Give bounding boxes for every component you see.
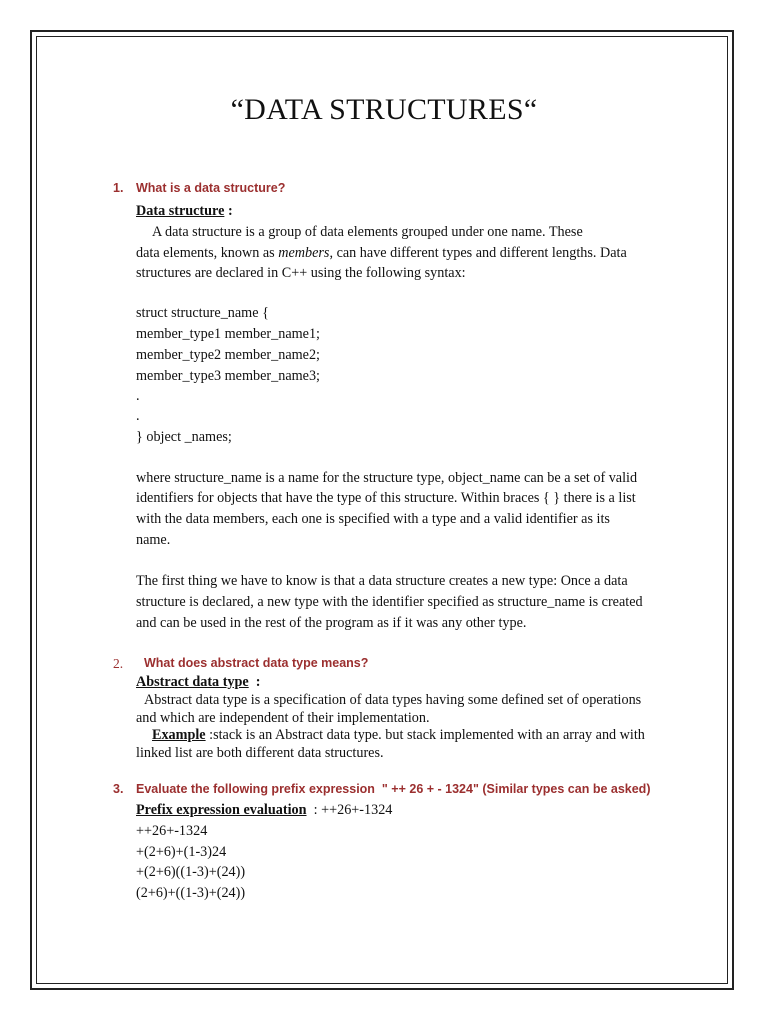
- q1-intro-line-2b: , can have different types and different lengths. Data: [329, 245, 627, 261]
- q1-para2-line: identifiers for objects that have the type of this structure. Within braces { } there is a list: [136, 490, 636, 506]
- prefix-heading-line: [136, 802, 392, 819]
- adt-heading: Abstract data type: [136, 674, 249, 690]
- code-line: member_type3 member_name3;: [136, 368, 320, 384]
- q1-para3-line: structure is declared, a new type with the identifier specified as structure_name is created: [136, 594, 643, 610]
- members-term: members: [278, 245, 330, 261]
- prefix-heading: Prefix expression evaluation: [136, 802, 307, 818]
- question-1-number: 1.: [113, 181, 124, 195]
- code-line: .: [136, 388, 140, 404]
- q1-intro-line-2: [136, 245, 627, 262]
- example-line-1: [152, 727, 645, 744]
- adt-definition-line-1: Abstract data type is a specification of data types having some defined set of operations: [144, 692, 642, 708]
- data-structure-heading: Data structure: [136, 203, 225, 219]
- page-border-inner: [36, 36, 728, 984]
- question-2-text: What does abstract data type means?: [144, 656, 369, 670]
- example-text-1: :stack is an Abstract data type. but stack implemented with an array and with: [205, 727, 645, 743]
- example-line-2: linked list are both different data structures.: [136, 745, 384, 761]
- adt-heading-colon: :: [248, 674, 261, 690]
- q1-intro-line-1: A data structure is a group of data elements grouped under one name. These: [152, 224, 583, 240]
- data-structure-heading-line: [136, 203, 233, 220]
- data-structure-heading-colon: :: [224, 203, 233, 219]
- prefix-heading-expression: : ++26+-1324: [306, 802, 393, 818]
- code-line: struct structure_name {: [136, 305, 269, 321]
- code-line: .: [136, 408, 140, 424]
- question-3-text: Evaluate the following prefix expression " ++ 26 + - 1324" (Similar types can be asked): [136, 782, 651, 796]
- q1-intro-line-2a: data elements, known as: [136, 245, 279, 261]
- q1-para2-line: with the data members, each one is specified with a type and a valid identifier as its: [136, 511, 610, 527]
- q1-intro-line-3: structures are declared in C++ using the following syntax:: [136, 265, 466, 281]
- code-line: member_type1 member_name1;: [136, 326, 320, 342]
- q1-para2-line: where structure_name is a name for the structure type, object_name can be a set of valid: [136, 470, 638, 486]
- adt-definition-line-2: and which are independent of their implementation.: [136, 710, 430, 726]
- code-line: member_type2 member_name2;: [136, 347, 320, 363]
- question-3-number: 3.: [113, 782, 124, 796]
- prefix-step: +(2+6)((1-3)+(24)): [136, 864, 246, 880]
- question-2-number: 2.: [113, 656, 124, 671]
- document-title: “DATA STRUCTURES“: [230, 93, 538, 126]
- prefix-step: +(2+6)+(1-3)24: [136, 844, 227, 860]
- adt-heading-line: [136, 674, 261, 691]
- code-line: } object _names;: [136, 429, 232, 445]
- q1-para3-line: and can be used in the rest of the program as if it was any other type.: [136, 615, 527, 631]
- question-1-text: What is a data structure?: [136, 181, 286, 195]
- q1-para2-line: name.: [136, 532, 171, 548]
- example-label: Example: [152, 727, 206, 743]
- prefix-step: (2+6)+((1-3)+(24)): [136, 885, 246, 901]
- q1-para3-line: The first thing we have to know is that a data structure creates a new type: Once a data: [136, 573, 628, 589]
- prefix-step: ++26+-1324: [136, 823, 208, 839]
